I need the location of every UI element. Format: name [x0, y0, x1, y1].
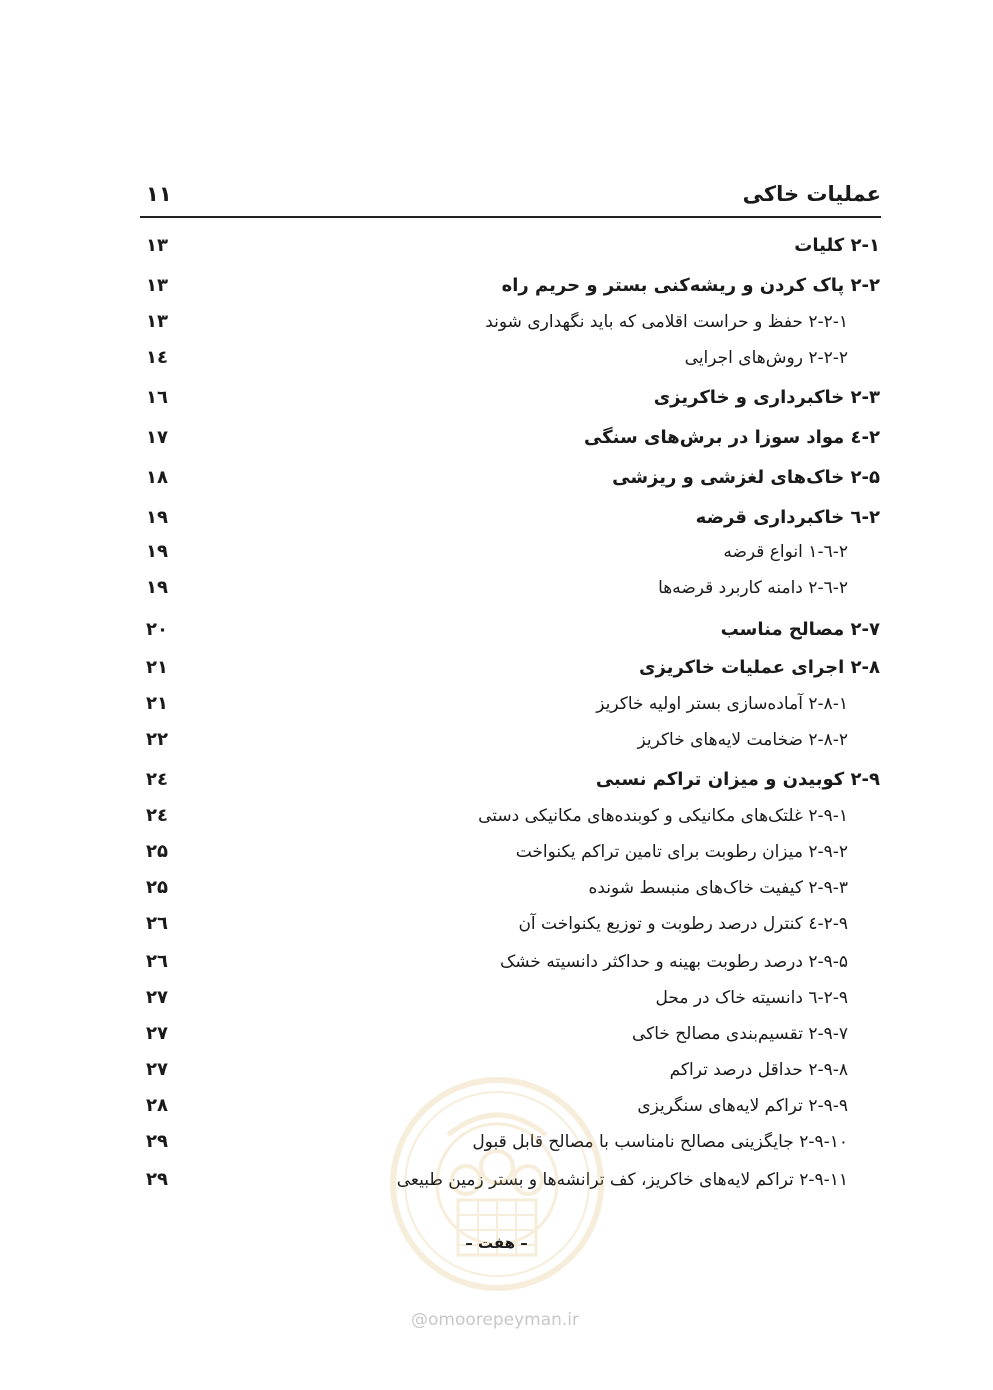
toc-row[interactable]	[140, 984, 880, 1012]
toc-entry-page: ۱۳	[146, 311, 168, 332]
toc-entry-page: ۲٤	[146, 769, 168, 790]
toc-entry-label: ۲-٤ مواد سوزا در برش‌های سنگی	[583, 427, 880, 448]
toc-entry-page: ۱۷	[146, 427, 168, 448]
toc-entry-label: ۲-۹-۷ تقسیم‌بندی مصالح خاکی	[631, 1024, 848, 1044]
toc-entry-page: ۲۷	[146, 1059, 168, 1080]
toc-entry-page: ۱۳	[146, 235, 168, 256]
toc-entry-page: ۱٦	[146, 387, 168, 408]
toc-entry-label: ۲-۲ پاک کردن و ریشه‌کنی بستر و حریم راه	[501, 275, 880, 296]
toc-entry-label: ۲-۸-۲ ضخامت لایه‌های خاکریز	[637, 730, 848, 750]
toc-entry-page: ۲۵	[146, 877, 168, 898]
toc-entry-page: ۱۹	[146, 541, 168, 562]
toc-entry-page: ۲٦	[146, 913, 168, 934]
toc-entry-label: ۲-۲-۲ روش‌های اجرایی	[684, 348, 848, 368]
toc-entry-page: ۲۷	[146, 987, 168, 1008]
toc-entry-page: ۲۵	[146, 841, 168, 862]
toc-row[interactable]	[140, 654, 880, 682]
toc-row[interactable]	[140, 344, 880, 372]
toc-row[interactable]	[140, 726, 880, 754]
toc-row[interactable]	[140, 766, 880, 794]
toc-entry-page: ۲۰	[146, 619, 168, 640]
toc-entry-page: ۲٦	[146, 951, 168, 972]
toc-entry-label: ۲-۹ کوبیدن و میزان تراکم نسبی	[595, 769, 880, 790]
toc-entry-page: ۱۹	[146, 577, 168, 598]
toc-entry-label: ۲-۹-۹ تراکم لایه‌های سنگریزی	[637, 1096, 848, 1116]
toc-entry-page: ۱۸	[146, 467, 168, 488]
toc-entry-page: ۲۱	[146, 693, 168, 714]
page-footer: – هفت –	[465, 1234, 528, 1252]
toc-entry-label: ۲-۲-۱ حفظ و حراست اقلامی که باید نگهداری شوند	[485, 312, 848, 332]
toc-entry-label: ۲-۸ اجرای عملیات خاکریزی	[638, 657, 880, 678]
toc-entry-label: ۲-۹-٦ دانسیته خاک در محل	[655, 988, 848, 1008]
toc-row[interactable]	[140, 874, 880, 902]
toc-entry-label: ۲-۹-۱۱ تراکم لایه‌های خاکریز، کف ترانشه‌ها و بستر زمین طبیعی	[396, 1170, 848, 1190]
toc-row[interactable]	[140, 910, 880, 938]
toc-entry-label: ۲-۵ خاک‌های لغزشی و ریزشی	[612, 467, 880, 488]
toc-entry-page: ۱٤	[146, 347, 168, 368]
toc-row[interactable]	[140, 424, 880, 452]
toc-entry-label: ۲-۸-۱ آماده‌سازی بستر اولیه خاکریز	[596, 694, 848, 714]
watermark-seal-icon	[388, 1075, 606, 1293]
toc-row[interactable]	[140, 616, 880, 644]
toc-row[interactable]	[140, 384, 880, 412]
toc-row[interactable]	[140, 538, 880, 566]
toc-entry-page: ۲۹	[146, 1169, 168, 1190]
toc-entry-label: ۲-٦-۱ انواع قرضه	[723, 542, 848, 562]
toc-entry-label: ۲-۱ کلیات	[794, 235, 880, 256]
toc-row[interactable]	[140, 838, 880, 866]
watermark-site: @omoorepeyman.ir	[410, 1310, 580, 1330]
toc-entry-label: ۲-۹-٤ کنترل درصد رطوبت و توزیع یکنواخت آن	[518, 914, 848, 934]
toc-entry-label: ۲-۹-۳ کیفیت خاک‌های منبسط شونده	[588, 878, 848, 898]
toc-entry-label: ۲-۳ خاکبرداری و خاکریزی	[653, 387, 880, 408]
toc-entry-page: ۲۹	[146, 1131, 168, 1152]
toc-row[interactable]	[140, 308, 880, 336]
toc-row[interactable]	[140, 948, 880, 976]
toc-row[interactable]	[140, 802, 880, 830]
toc-entry-label: ۲-۹-۸ حداقل درصد تراکم	[669, 1060, 848, 1080]
toc-entry-label: ۲-٦ خاکبرداری قرضه	[695, 507, 880, 528]
toc-row[interactable]	[140, 574, 880, 602]
toc-row[interactable]	[140, 464, 880, 492]
toc-entry-page: ۲۱	[146, 657, 168, 678]
toc-entry-page: ۱۳	[146, 275, 168, 296]
chapter-title: عملیات خاکی	[742, 182, 881, 206]
toc-row[interactable]	[140, 504, 880, 532]
toc-row[interactable]	[140, 232, 880, 260]
toc-row[interactable]	[140, 690, 880, 718]
toc-entry-label: ۲-۹-۱ غلتک‌های مکانیکی و کوبنده‌های مکانیکی دستی	[478, 806, 848, 826]
toc-entry-label: ۲-٦-۲ دامنه کاربرد قرضه‌ها	[658, 578, 848, 598]
toc-entry-label: ۲-۹-۲ میزان رطوبت برای تامین تراکم یکنواخت	[515, 842, 848, 862]
toc-row[interactable]	[140, 1020, 880, 1048]
toc-entry-page: ۲٤	[146, 805, 168, 826]
toc-entry-page: ۲۸	[146, 1095, 168, 1116]
toc-entry-page: ۲۷	[146, 1023, 168, 1044]
chapter-page-number: ۱۱	[146, 182, 172, 206]
toc-entry-label: ۲-۹-۵ درصد رطوبت بهینه و حداکثر دانسیته خشک	[500, 952, 848, 972]
toc-entry-page: ۲۲	[146, 729, 168, 750]
toc-entry-label: ۲-۹-۱۰ جایگزینی مصالح نامناسب با مصالح قابل قبول	[472, 1132, 848, 1152]
toc-entry-label: ۲-۷ مصالح مناسب	[720, 619, 880, 640]
toc-entry-page: ۱۹	[146, 507, 168, 528]
toc-row[interactable]	[140, 272, 880, 300]
